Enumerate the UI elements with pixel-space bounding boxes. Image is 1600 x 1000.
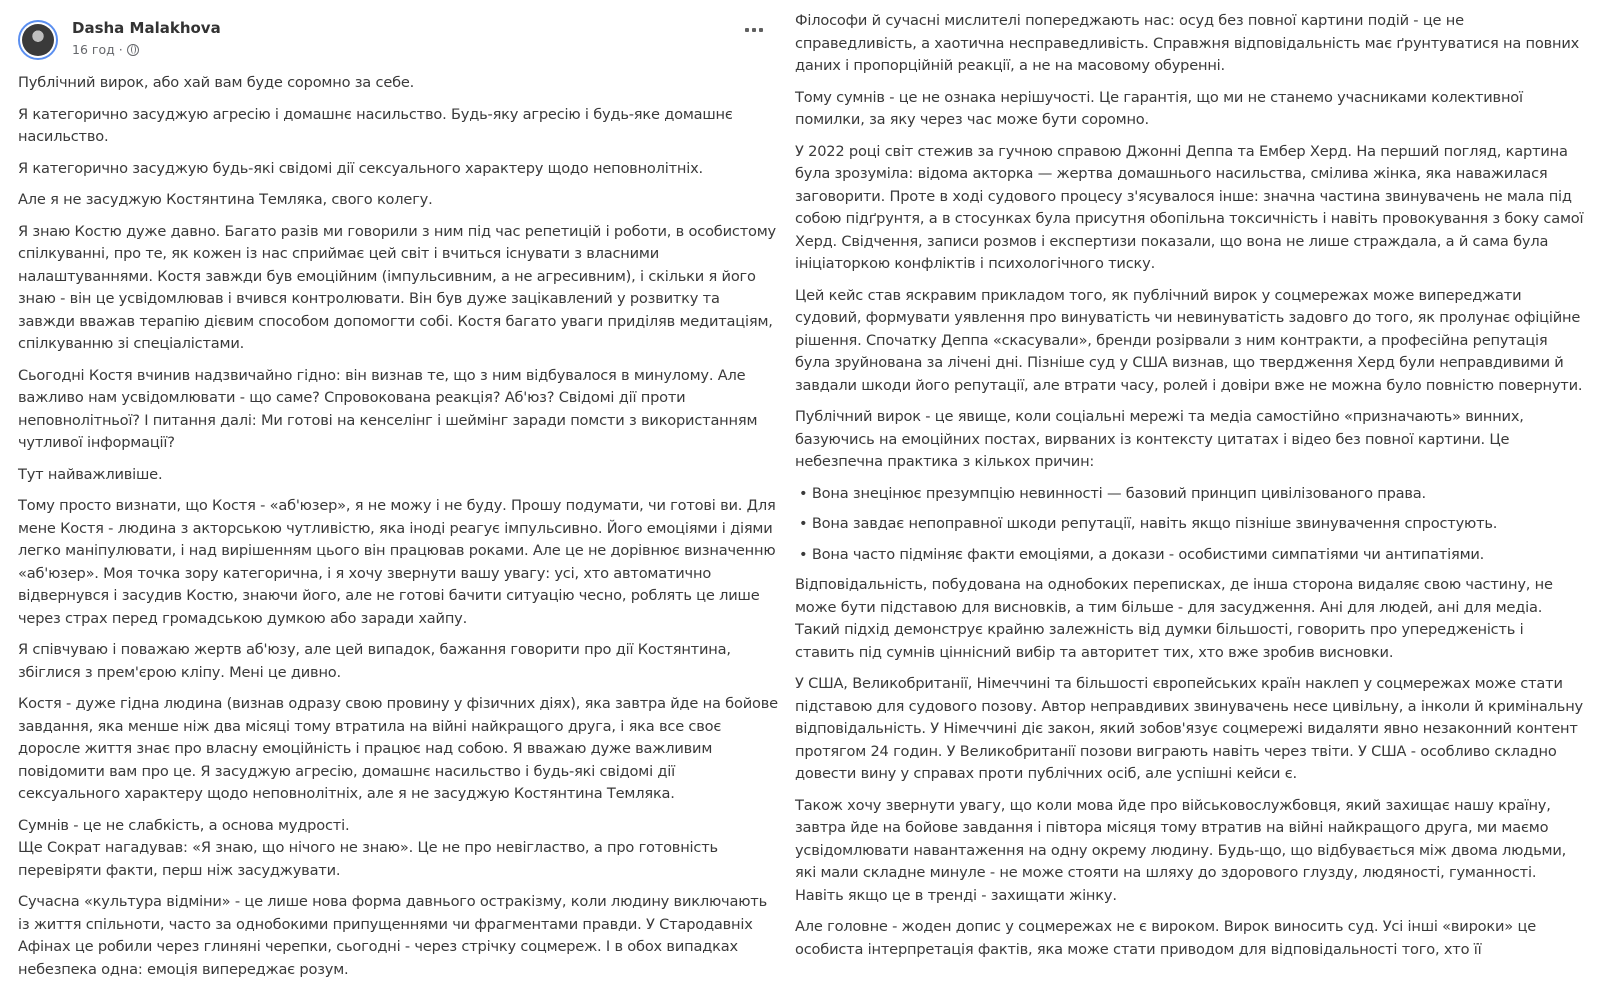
post-paragraph: Але головне - жоден допис у соцмережах не є вироком. Вирок виносить суд. Усі інші «вироки» це особиста інтерпретація фактів, яка може стати приводом для відповідальності того, хто її <box>795 918 1536 958</box>
paragraph-line: Сумнів - це не слабкість, а основа мудрості. <box>18 816 350 834</box>
post-paragraph: Тому просто визнати, що Костя - «аб'юзер», я не можу і не буду. Прошу подумати, чи готові ви. Для мене Костя - людина з акторською чутливістю, яка іноді реагує імпульсивно. Його емоціями і діями легко маніпулювати, і над вирішенням цього він працював роками. Але це не дорівнює визначенню «аб'юзер». Моя точка зору категорична, і я хочу звернути вашу увагу: усі, хто автоматично відвернувся і засудив Костю, знаючи його, але не готові бачити ситуацію чесно, роблять це лише через страх перед громадською думкою або заради хайпу. <box>18 497 776 627</box>
meta-separator: · <box>118 42 123 57</box>
post-paragraph: Я знаю Костю дуже давно. Багато разів ми говорили з ним під час репетицій і роботи, в особистому спілкуванні, про те, як кожен із нас сприймає цей світ і вчиться існувати з власними налаштуваннями. Костя завжди був емоційним (імпульсивним, а не агресивним), і скільки я його знаю - він це усвідомлював і вчився контролювати. Він був дуже зацікавлений у розвитку та завжди вважав терапію дієвим способом допомогти собі. Костя багато уваги приділяв медитаціям, спілкуванню зі спеціалістами. <box>18 222 776 352</box>
bullet-item: • Вона завдає непоправної шкоди репутації, навіть якщо пізніше звинувачення спростують. <box>799 513 1585 536</box>
avatar[interactable] <box>18 20 58 60</box>
post-paragraph: Сучасна «культура відміни» - це лише нова форма давнього остракізму, коли людину виключають із життя спільноти, часто за однобокими припущеннями чи фрагментами правди. У Стародавніх Афінах це робили через глиняні черепки, сьогодні - через стрічку соцмереж. І в обох випадках небезпека одна: емоція випереджає розум. <box>18 893 768 978</box>
bullet-item: • Вона часто підміняє факти емоціями, а докази - особистими симпатіями чи антипатіями. <box>799 544 1585 567</box>
dot-icon <box>745 28 749 32</box>
post-paragraph: Філософи й сучасні мислителі попереджають нас: осуд без повної картини подій - це не справедливість, а хаотична несправедливість. Справжня відповідальність має ґрунтуватися на повних даних і пропорційній реакції, а не на масовому обуренні. <box>795 12 1580 74</box>
bullet-item: • Вона знецінює презумпцію невинності — базовий принцип цивілізованого права. <box>799 483 1585 506</box>
post-paragraph: Тому сумнів - це не ознака нерішучості. Це гарантія, що ми не станемо учасниками колективної помилки, за яку через час може бути соромно. <box>795 88 1523 128</box>
post-paragraph: Але я не засуджую Костянтина Темляка, свого колегу. <box>18 191 433 208</box>
post-paragraph: Також хочу звернути увагу, що коли мова йде про військовослужбовця, який захищає нашу країну, завтра йде на бойове завдання і півтора місяця тому втратив на війні найкращого друга, ми маємо усвідомлювати навантаження на одну окрему людину. Будь-що, що відбувається між двома людьми, які мали складне минуле - не може стояти на шляху до здорового глузду, людяності, гуманності. Навіть якщо це в тренді - захищати жінку. <box>795 796 1567 904</box>
post-paragraph: Відповідальність, побудована на однобоких переписках, де інша сторона видаляє свою частину, не може бути підставою для висновків, а тим більше - для засудження. Ані для людей, ані для медіа. Такий підхід демонструє крайню залежність від думки більшості, говорить про упередженість і ставить під сумнів ціннісний вибір та авторитет тих, хто вже зробив висновки. <box>795 576 1553 661</box>
post-paragraph: У 2022 році світ стежив за гучною справою Джонні Деппа та Ембер Херд. На перший погляд, картина була зрозуміла: відома акторка — жертва домашнього насильства, смілива жінка, яка наважилася заговорити. Проте в ході судового процесу з'ясувалося інше: значна частина звинувачень не мала під собою підґрунтя, а в стосунках була присутня обопільна токсичність і навіть провокування з боку самої Херд. Свідчення, записи розмов і експертизи показали, що вона не лише страждала, а й сама була ініціаторкою конфліктів і психологічного тиску. <box>795 142 1584 272</box>
profile-photo <box>22 24 54 56</box>
post-paragraph: Сьогодні Костя вчинив надзвичайно гідно: він визнав те, що з ним відбувалося в минулому. Але важливо нам усвідомлювати - що саме? Спровокована реакція? Аб'юз? Свідомі дії проти неповнолітньої? І питання далі: Ми готові на кенселінг і шеймінг заради помсти з використанням чутливої інформації? <box>18 366 758 451</box>
post-paragraph: Публічний вирок - це явище, коли соціальні мережі та медіа самостійно «призначають» винних, базуючись на емоційних постах, вирваних із контексту цитатах і відео без повної картини. Це небезпечна практика з кількох причин: <box>795 408 1524 470</box>
globe-icon[interactable] <box>127 44 139 56</box>
post-paragraph <box>18 815 778 883</box>
post-paragraph: Цей кейс став яскравим прикладом того, як публічний вирок у соцмережах може випереджати судовий, формувати уявлення про винуватість чи невинуватість задовго до того, як пролунає офіційне рішення. Спочатку Деппа «скасували», бренди розірвали з ним контракти, а професійна репутація була зруйнована за лічені дні. Пізніше суд у США визнав, що твердження Херд були неправдивими й завдали шкоди його репутації, але втрати часу, ролей і довіри вже не можна було повністю повернути. <box>795 286 1583 394</box>
post-header <box>18 0 778 68</box>
dot-icon <box>752 28 756 32</box>
post-title: Публічний вирок, або хай вам буде соромно за себе. <box>18 74 415 91</box>
post-paragraph: Я співчуваю і поважаю жертв аб'юзу, але цей випадок, бажання говорити про дії Костянтина, збіглися з прем'єрою кліпу. Мені це дивно. <box>18 641 731 681</box>
post-time[interactable]: 16 год <box>72 42 115 57</box>
more-options-button[interactable] <box>745 28 763 32</box>
post-left-column <box>18 0 778 990</box>
post-paragraph: Я категорично засуджую будь-які свідомі дії сексуального характеру щодо неповнолітніх. <box>18 159 703 177</box>
post-meta <box>72 42 139 57</box>
post-paragraph: У США, Великобританії, Німеччині та більшості європейських країн наклеп у соцмережах може стати підставою для судового позову. Автор неправдивих звинувачень несе цивільну, а інколи й кримінальну відповідальність. У Німеччині діє закон, який зобов'язує соцмережі видаляти явно незаконний контент протягом 24 годин. У Великобританії позови виграють навіть через твіти. У США - особливо складно довести вину у справах проти публічних осіб, але успішні кейси є. <box>795 675 1583 782</box>
bullet-list <box>795 483 1585 567</box>
dot-icon <box>759 28 763 32</box>
post-paragraph: Костя - дуже гідна людина (визнав одразу свою провину у фізичних діях), яка завтра йде на бойове завдання, яка менше ніж два місяці тому втратила на війні найкращого друга, і яка все своє доросле життя знає про власну емоційність і працює над собою. Я вважаю дуже важливим повідомити вам про це. Я засуджую агресію, домашнє насильство і будь-які свідомі дії сексуального характеру щодо неповнолітніх, але я не засуджую Костянтина Темляка. <box>18 695 778 802</box>
paragraph-line: Ще Сократ нагадував: «Я знаю, що нічого не знаю». Це не про невігластво, а про готовність перевіряти факти, перш ніж засуджувати. <box>18 839 718 879</box>
post-right-column <box>795 10 1585 970</box>
author-name[interactable]: Dasha Malakhova <box>72 19 221 37</box>
post-paragraph: Тут найважливіше. <box>18 465 163 483</box>
post-paragraph: Я категорично засуджую агресію і домашнє насильство. Будь-яку агресію і будь-яке домашнє насильство. <box>18 105 733 145</box>
